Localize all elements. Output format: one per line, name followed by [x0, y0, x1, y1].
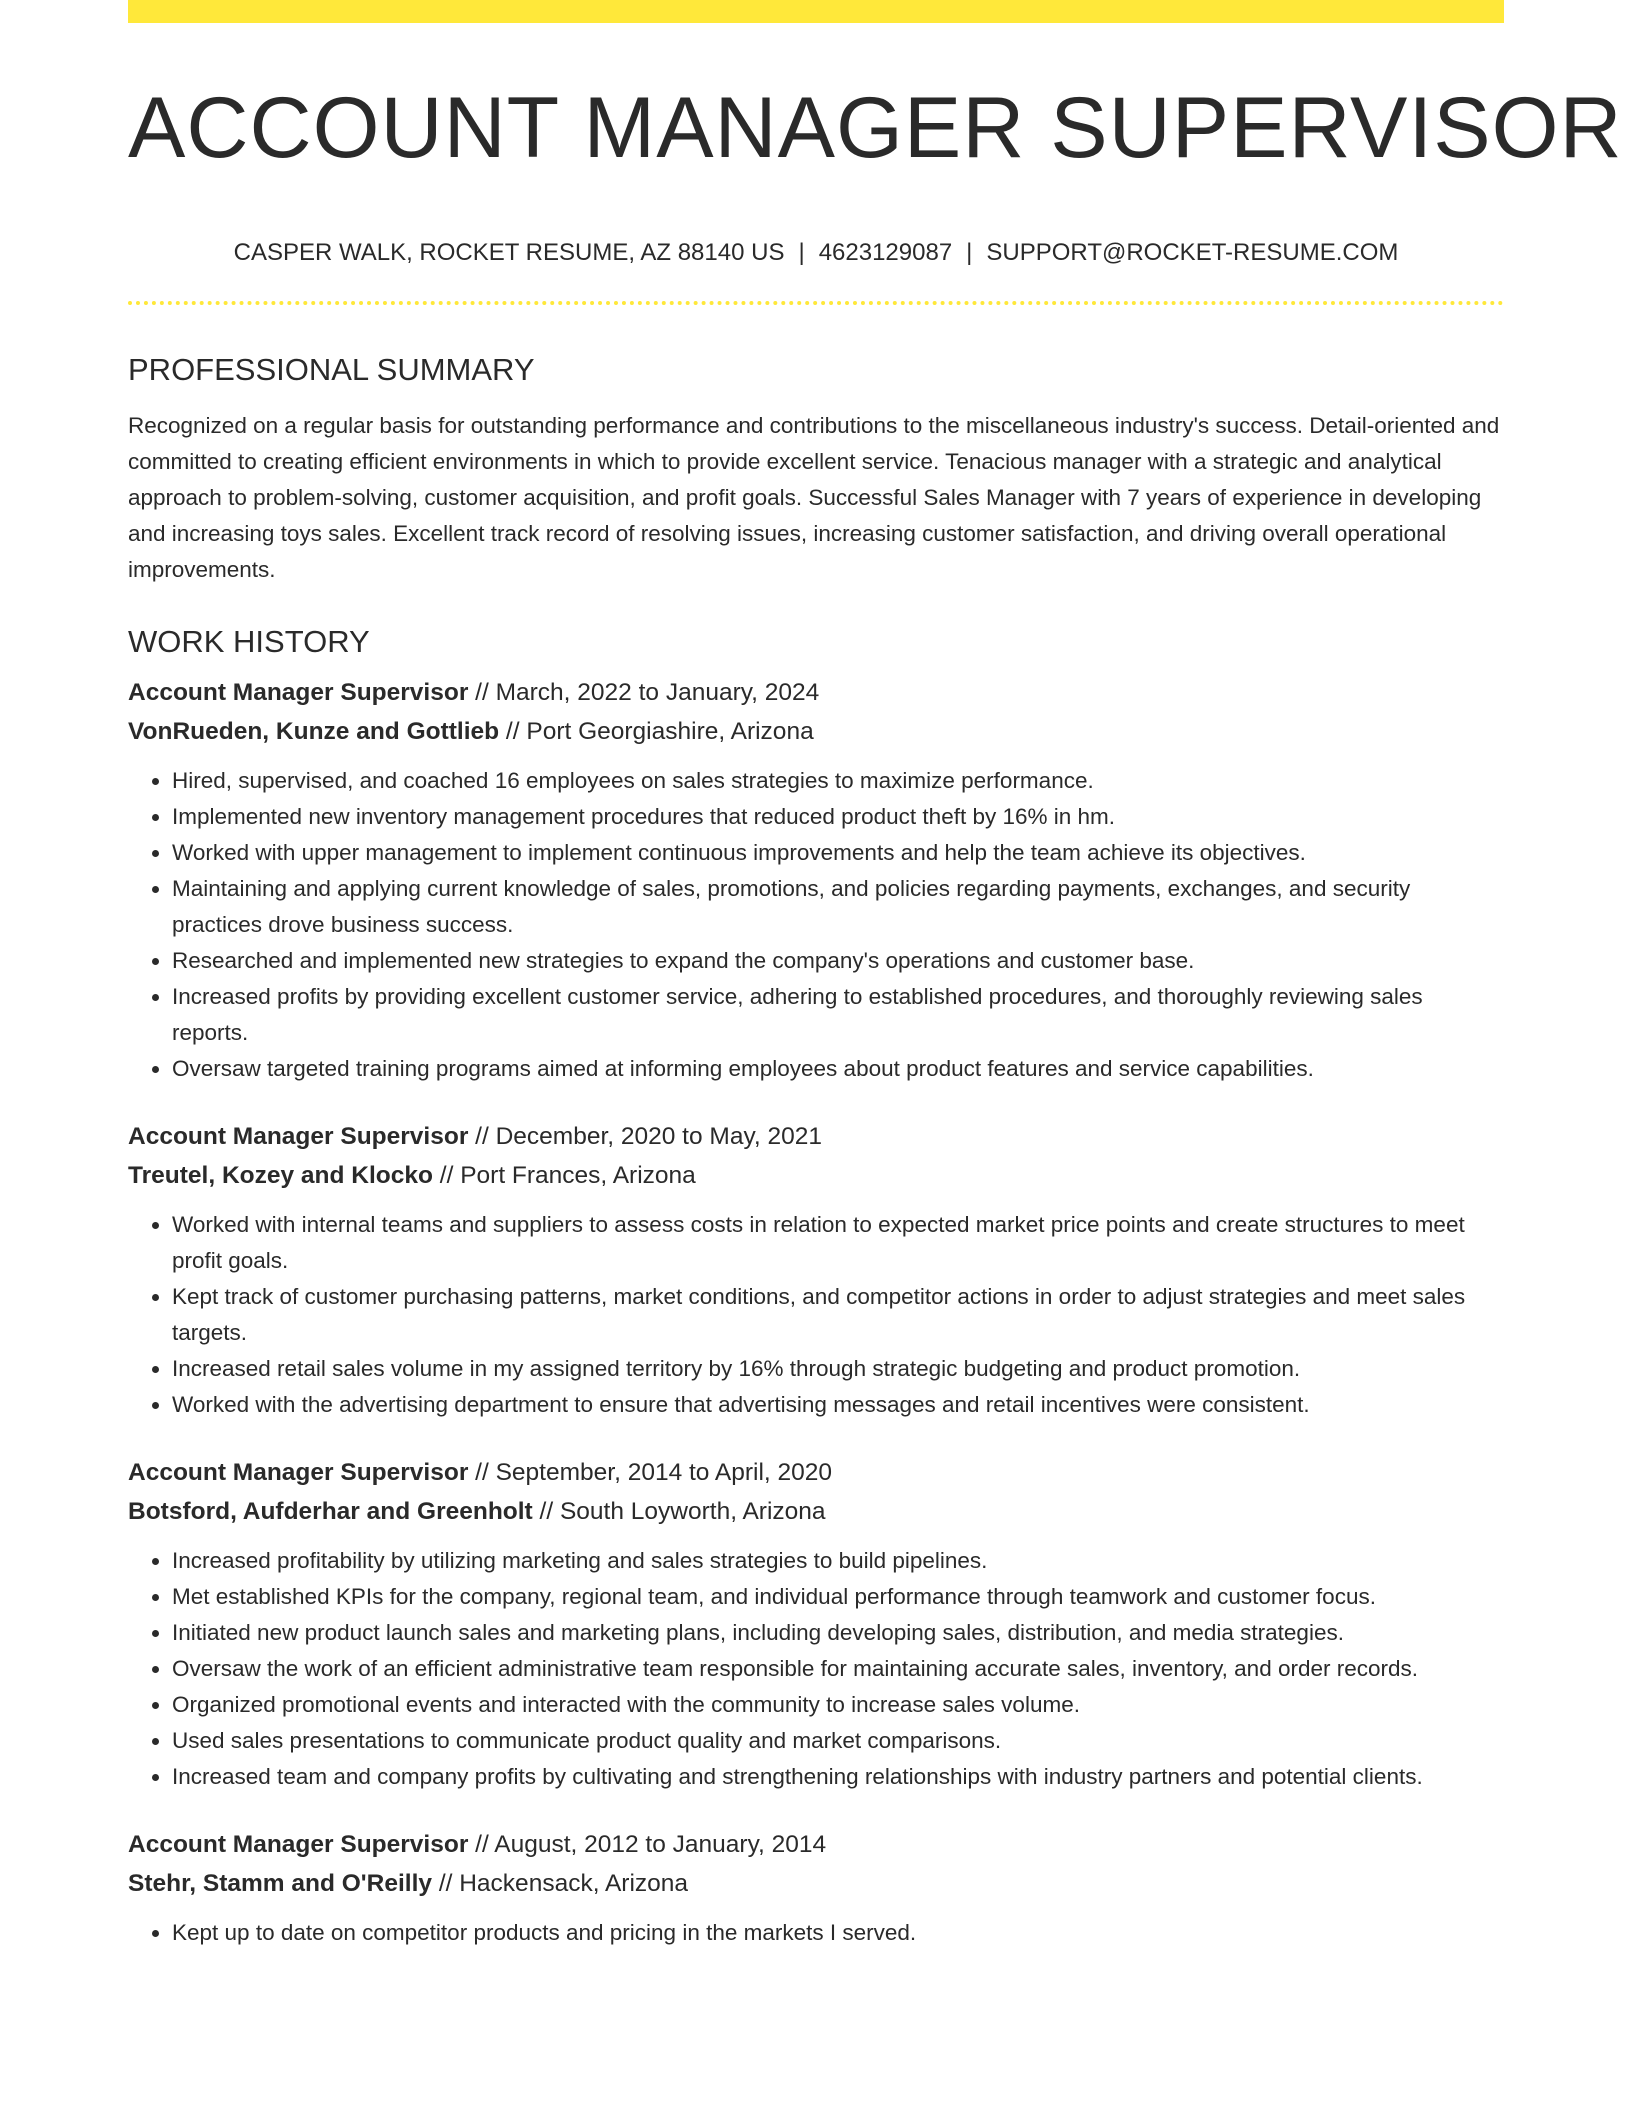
resume-page	[128, 0, 1623, 1951]
resume-title: ACCOUNT MANAGER SUPERVISOR	[128, 80, 1623, 176]
list-item: • Kept up to date on competitor products and pricing in the markets I served.	[172, 1915, 1504, 1951]
job-company-line	[128, 1156, 1504, 1195]
job-title-line	[128, 1825, 1504, 1864]
list-item: • Increased team and company profits by cultivating and strengthening relationships with industry partners and potential clients.	[172, 1759, 1504, 1795]
contact-line	[128, 239, 1504, 267]
contact-email: SUPPORT@ROCKET-RESUME.COM	[986, 239, 1399, 266]
job-company-line	[128, 712, 1504, 751]
job-title: Account Manager Supervisor	[128, 679, 469, 706]
job-title: Account Manager Supervisor	[128, 1831, 469, 1858]
job-dates: // August, 2012 to January, 2014	[468, 1831, 827, 1858]
job-company: Stehr, Stamm and O'Reilly	[128, 1870, 433, 1897]
job-company: VonRueden, Kunze and Gottlieb	[128, 718, 500, 745]
list-item: • Researched and implemented new strategies to expand the company's operations and customer base.	[172, 943, 1504, 979]
contact-separator: |	[798, 239, 805, 266]
list-item: • Worked with the advertising department to ensure that advertising messages and retail incentives were consistent.	[172, 1387, 1504, 1423]
job-title-line	[128, 1453, 1504, 1492]
job-location: // Port Frances, Arizona	[432, 1162, 696, 1189]
list-item: • Maintaining and applying current knowledge of sales, promotions, and policies regarding payments, exchanges, and security practices drove business success.	[172, 871, 1504, 943]
job-entry	[128, 1825, 1504, 1951]
list-item: • Kept track of customer purchasing patterns, market conditions, and competitor actions in order to adjust strategies and meet sales targets.	[172, 1279, 1504, 1351]
job-location: // Hackensack, Arizona	[432, 1870, 689, 1897]
list-item: • Worked with internal teams and suppliers to assess costs in relation to expected market price points and create structures to meet profit goals.	[172, 1207, 1504, 1279]
contact-separator: |	[966, 239, 973, 266]
work-history-list	[128, 673, 1504, 1951]
job-title-line	[128, 1117, 1504, 1156]
job-bullets	[128, 1543, 1504, 1795]
contact-phone: 4623129087	[818, 239, 953, 266]
job-dates: // September, 2014 to April, 2020	[468, 1459, 833, 1486]
list-item: • Increased profits by providing excellent customer service, adhering to established procedures, and thoroughly reviewing sales reports.	[172, 979, 1504, 1051]
job-title: Account Manager Supervisor	[128, 1123, 469, 1150]
job-entry	[128, 1453, 1504, 1795]
job-title-line	[128, 673, 1504, 712]
list-item: • Met established KPIs for the company, regional team, and individual performance through teamwork and customer focus.	[172, 1579, 1504, 1615]
job-title: Account Manager Supervisor	[128, 1459, 469, 1486]
job-entry	[128, 673, 1504, 1087]
list-item: • Initiated new product launch sales and marketing plans, including developing sales, distribution, and media strategies.	[172, 1615, 1504, 1651]
job-entry	[128, 1117, 1504, 1423]
summary-heading: PROFESSIONAL SUMMARY	[128, 352, 535, 387]
job-company: Botsford, Aufderhar and Greenholt	[128, 1498, 533, 1525]
job-company-line	[128, 1492, 1504, 1531]
list-item: • Hired, supervised, and coached 16 employees on sales strategies to maximize performance.	[172, 763, 1504, 799]
job-bullets	[128, 763, 1504, 1087]
job-dates: // December, 2020 to May, 2021	[468, 1123, 822, 1150]
list-item: • Oversaw targeted training programs aimed at informing employees about product features and service capabilities.	[172, 1051, 1504, 1087]
job-bullets	[128, 1207, 1504, 1423]
dotted-divider	[128, 301, 1504, 305]
list-item: • Worked with upper management to implement continuous improvements and help the team achieve its objectives.	[172, 835, 1504, 871]
list-item: • Organized promotional events and interacted with the community to increase sales volume.	[172, 1687, 1504, 1723]
list-item: • Increased retail sales volume in my assigned territory by 16% through strategic budgeting and product promotion.	[172, 1351, 1504, 1387]
list-item: • Increased profitability by utilizing marketing and sales strategies to build pipelines.	[172, 1543, 1504, 1579]
job-bullets	[128, 1915, 1504, 1951]
job-company: Treutel, Kozey and Klocko	[128, 1162, 433, 1189]
list-item: • Oversaw the work of an efficient administrative team responsible for maintaining accurate sales, inventory, and order records.	[172, 1651, 1504, 1687]
job-location: // Port Georgiashire, Arizona	[499, 718, 814, 745]
summary-text: Recognized on a regular basis for outstanding performance and contributions to the miscellaneous industry's success. Detail-oriented and committed to creating efficient environments in which to provide excellent service. Tenacious manager with a strategic and analytical approach to problem-solving, customer acquisition, and profit goals. Successful Sales Manager with 7 years of experience in developing and increasing toys sales. Excellent track record of resolving issues, increasing customer satisfaction, and driving overall operational improvements.	[128, 413, 1500, 582]
job-dates: // March, 2022 to January, 2024	[468, 679, 820, 706]
contact-address: CASPER WALK, ROCKET RESUME, AZ 88140 US	[233, 239, 785, 266]
job-company-line	[128, 1864, 1504, 1903]
job-location: // South Loyworth, Arizona	[532, 1498, 826, 1525]
top-accent-bar	[128, 0, 1504, 23]
list-item: • Used sales presentations to communicate product quality and market comparisons.	[172, 1723, 1504, 1759]
list-item: • Implemented new inventory management procedures that reduced product theft by 16% in hm.	[172, 799, 1504, 835]
work-history-heading: WORK HISTORY	[128, 624, 370, 659]
